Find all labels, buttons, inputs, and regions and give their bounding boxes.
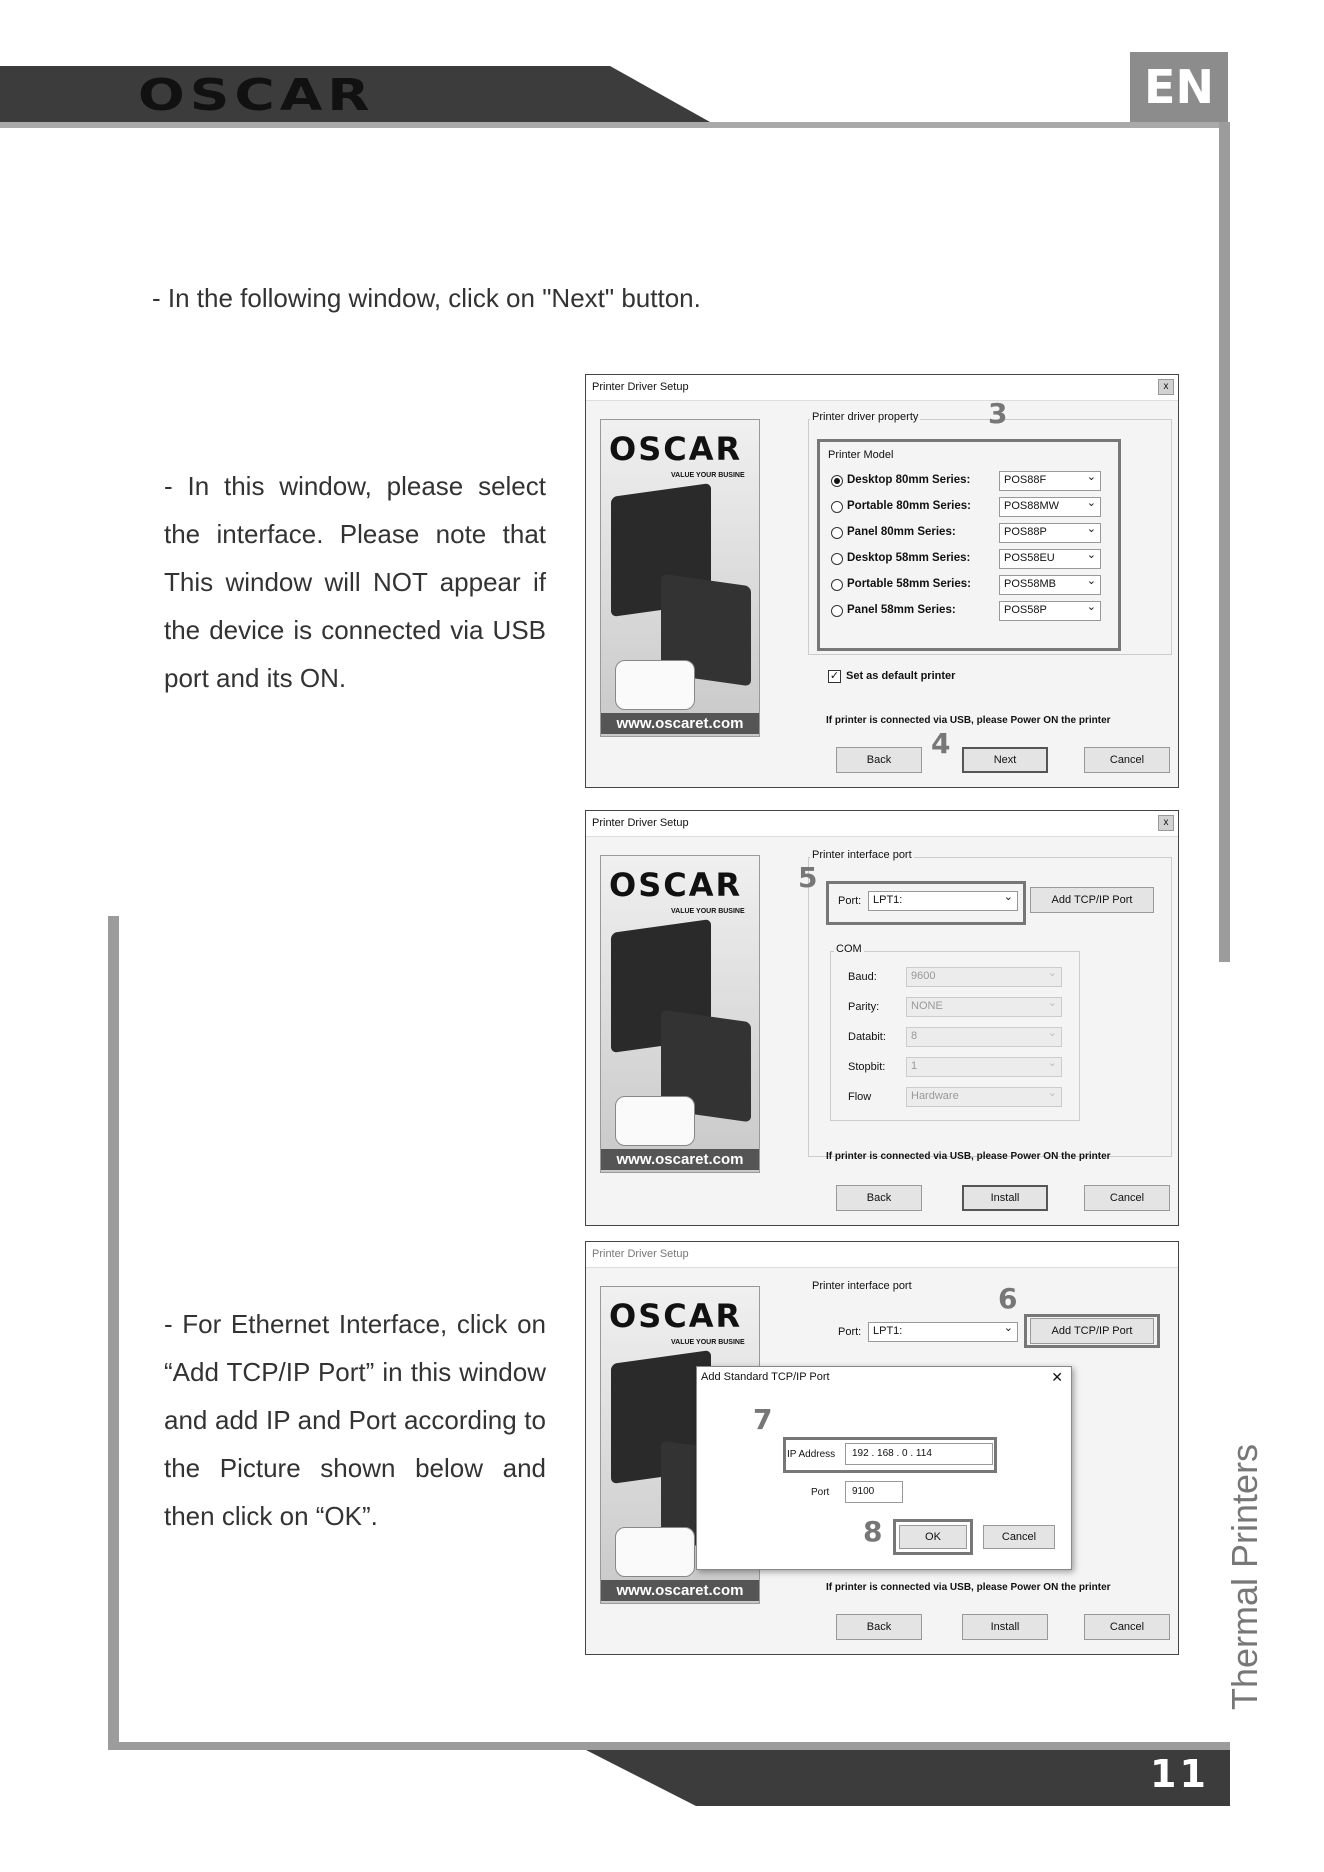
popup-cancel-button[interactable]: Cancel (983, 1525, 1055, 1549)
parity-select[interactable]: NONE ⌄ (906, 997, 1062, 1017)
model-label: Desktop 80mm Series: (847, 474, 971, 486)
model-row[interactable] (831, 471, 1111, 493)
parity-label: Parity: (848, 1001, 880, 1013)
usb-notice: If printer is connected via USB, please Power ON the printer (826, 1151, 1111, 1162)
window-title: Printer Driver Setup (592, 381, 689, 393)
flow-label: Flow (848, 1091, 872, 1103)
close-icon[interactable]: x (1158, 379, 1174, 395)
title-bar (586, 1242, 1178, 1268)
close-icon[interactable]: x (1158, 815, 1174, 831)
model-row[interactable] (831, 523, 1111, 545)
add-tcp-ip-port-button[interactable]: Add TCP/IP Port (1030, 887, 1154, 913)
brand-url: www.oscaret.com (601, 713, 759, 734)
radio-icon[interactable] (831, 501, 843, 513)
model-label: Panel 58mm Series: (847, 604, 956, 616)
step-marker-4: 4 (931, 727, 951, 760)
add-tcp-ip-dialog (696, 1366, 1072, 1570)
step-marker-5: 5 (798, 861, 818, 894)
instruction-ethernet: - For Ethernet Interface, click on “Add TCP/IP Port” in this window and add IP and Port according to the Picture shown below and then click on “OK”. (164, 1309, 546, 1531)
title-bar (586, 375, 1178, 401)
baud-select[interactable]: 9600 ⌄ (906, 967, 1062, 987)
model-label: Portable 58mm Series: (847, 578, 972, 590)
radio-icon[interactable] (831, 605, 843, 617)
step-marker-7: 7 (753, 1403, 773, 1436)
add-tcp-ip-port-button[interactable]: Add TCP/IP Port (1030, 1318, 1154, 1344)
model-row[interactable] (831, 497, 1111, 519)
stopbit-label: Stopbit: (848, 1061, 886, 1073)
brand-image (600, 419, 760, 737)
driver-property-label: Printer driver property (812, 411, 919, 423)
port-field-label: Port (811, 1487, 830, 1498)
radio-icon[interactable] (831, 579, 843, 591)
port-select[interactable]: LPT1: ⌄ (868, 891, 1018, 911)
model-select[interactable]: POS88P ⌄ (999, 523, 1101, 543)
footer-band (586, 1750, 1230, 1806)
cancel-button[interactable]: Cancel (1084, 747, 1170, 773)
back-button[interactable]: Back (836, 1185, 922, 1211)
com-label: COM (836, 943, 862, 955)
model-row[interactable] (831, 575, 1111, 597)
ip-address-input[interactable]: 192 . 168 . 0 . 114 (845, 1443, 993, 1465)
step-marker-8: 8 (863, 1515, 883, 1548)
model-select[interactable]: POS58MB ⌄ (999, 575, 1101, 595)
back-button[interactable]: Back (836, 747, 922, 773)
brand-url: www.oscaret.com (601, 1580, 759, 1601)
usb-notice: If printer is connected via USB, please Power ON the printer (826, 1582, 1111, 1593)
model-row[interactable] (831, 601, 1111, 623)
header-divider (0, 122, 1230, 128)
brand-image-tagline: VALUE YOUR BUSINE (671, 1339, 745, 1346)
radio-selected-icon[interactable] (831, 475, 843, 487)
databit-select[interactable]: 8 ⌄ (906, 1027, 1062, 1047)
brand-logo: OSCAR (138, 70, 375, 121)
model-select[interactable]: POS58P ⌄ (999, 601, 1101, 621)
flow-select[interactable]: Hardware ⌄ (906, 1087, 1062, 1107)
page-number: 11 (1150, 1752, 1209, 1796)
stopbit-select[interactable]: 1 ⌄ (906, 1057, 1062, 1077)
install-button[interactable]: Install (962, 1614, 1048, 1640)
interface-port-label: Printer interface port (812, 1280, 912, 1292)
model-select[interactable]: POS58EU ⌄ (999, 549, 1101, 569)
ok-button[interactable]: OK (899, 1525, 967, 1549)
model-label: Panel 80mm Series: (847, 526, 956, 538)
side-caption: Thermal Printers (1224, 1443, 1265, 1710)
port-select[interactable]: LPT1: ⌄ (868, 1322, 1018, 1342)
port-label: Port: (838, 1326, 862, 1338)
model-label: Desktop 58mm Series: (847, 552, 971, 564)
model-row[interactable] (831, 549, 1111, 571)
screenshot-add-tcp-ip (585, 1241, 1179, 1655)
printer-model-label: Printer Model (828, 449, 894, 461)
right-accent-bar (1219, 122, 1230, 962)
printer-image (615, 1527, 695, 1577)
model-select[interactable]: POS88MW ⌄ (999, 497, 1101, 517)
instruction-next: - In the following window, click on "Next" button. (152, 283, 701, 313)
cancel-button[interactable]: Cancel (1084, 1614, 1170, 1640)
back-button[interactable]: Back (836, 1614, 922, 1640)
port-label: Port: (838, 895, 862, 907)
model-label: Portable 80mm Series: (847, 500, 972, 512)
databit-label: Databit: (848, 1031, 886, 1043)
brand-image-logo: OSCAR (609, 866, 743, 904)
title-bar (586, 811, 1178, 837)
window-title: Printer Driver Setup (592, 1248, 689, 1260)
checkbox-checked-icon[interactable]: ✓ (829, 670, 840, 682)
brand-image-tagline: VALUE YOUR BUSINE (671, 908, 745, 915)
screenshot-printer-model (585, 374, 1179, 788)
ip-address-label: IP Address (787, 1449, 836, 1460)
printer-image (615, 660, 695, 710)
next-button[interactable]: Next (962, 747, 1048, 773)
radio-icon[interactable] (831, 527, 843, 539)
close-icon[interactable]: ✕ (1051, 1369, 1063, 1385)
popup-title: Add Standard TCP/IP Port (701, 1371, 830, 1383)
default-printer-label: Set as default printer (846, 670, 956, 682)
model-select[interactable]: POS88F ⌄ (999, 471, 1101, 491)
install-button[interactable]: Install (962, 1185, 1048, 1211)
radio-icon[interactable] (831, 553, 843, 565)
footer-divider (108, 1742, 1230, 1750)
screenshot-interface-port (585, 810, 1179, 1226)
printer-image (615, 1096, 695, 1146)
step-marker-3: 3 (988, 397, 1008, 430)
window-title: Printer Driver Setup (592, 817, 689, 829)
instruction-interface: - In this window, please select the interface. Please note that This window will NOT appear if the device is connected via USB port and its ON. (164, 471, 546, 693)
cancel-button[interactable]: Cancel (1084, 1185, 1170, 1211)
brand-image-logo: OSCAR (609, 1297, 743, 1335)
left-accent-bar (108, 916, 119, 1750)
brand-image (600, 855, 760, 1173)
brand-image-logo: OSCAR (609, 430, 743, 468)
baud-label: Baud: (848, 971, 877, 983)
port-number-input[interactable]: 9100 (845, 1481, 903, 1503)
usb-notice: If printer is connected via USB, please Power ON the printer (826, 715, 1111, 726)
step-marker-6: 6 (998, 1282, 1018, 1315)
language-badge: EN (1130, 52, 1228, 122)
brand-url: www.oscaret.com (601, 1149, 759, 1170)
interface-port-label: Printer interface port (812, 849, 912, 861)
brand-image-tagline: VALUE YOUR BUSINE (671, 472, 745, 479)
